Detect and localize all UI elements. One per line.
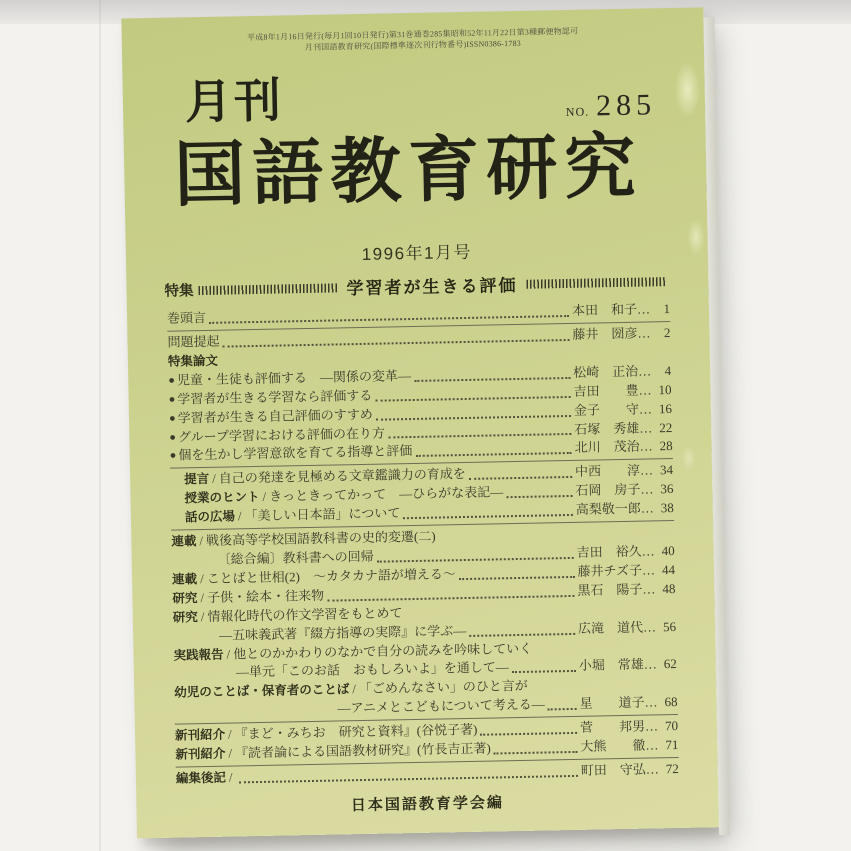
dot-leader	[469, 476, 572, 480]
toc-entry-title: 他とのかかわりのなかで自分の読みを吟味していく	[233, 640, 533, 661]
dot-leader	[548, 708, 577, 711]
toc-entry-title: 「ごめんなさい」のひと言が	[358, 678, 529, 697]
masthead-prefix: 月刊	[184, 73, 284, 129]
page-ellipsis: …	[640, 481, 654, 497]
toc-entry-author: 藤井チズ子	[577, 562, 643, 579]
toc-entry-author: 大熊 徹	[580, 737, 646, 754]
feature-label: 特集	[164, 283, 194, 300]
table-of-contents	[167, 300, 679, 788]
bullet-icon: ●	[168, 393, 176, 406]
toc-entry-author: 石塚 秀雄	[574, 420, 640, 437]
toc-row	[167, 300, 670, 329]
toc-entry-title: ―五味義武著『綴方指導の実際』に学ぶ―	[219, 622, 467, 643]
toc-entry-label: 提言	[184, 472, 210, 487]
fine-print-line1: 平成8年1月16日発行(毎月1回10日発行)第31巻通巻285集昭和52年11月22日第3種郵便物認可	[246, 26, 579, 43]
page-ellipsis: …	[640, 500, 654, 516]
toc-entry-title: グループ学習における評価の在り方	[177, 425, 386, 445]
toc-entry-author: 星 道子	[579, 694, 645, 712]
label-separator: /	[237, 508, 242, 524]
dot-leader	[469, 632, 575, 636]
toc-entry-page: 44	[661, 561, 676, 578]
page-ellipsis: …	[644, 694, 658, 710]
toc-entry-title: 児童・生徒も評価する ―関係の変革―	[176, 367, 412, 388]
toc-entry-label: 新刊紹介	[175, 746, 226, 762]
masthead	[184, 68, 660, 135]
issue-number	[565, 88, 656, 124]
fine-print-line2: 月刊国語教育研究(国際標準逐次刊行物番号)ISSN0386-1783	[304, 38, 522, 52]
dot-leader	[459, 576, 575, 580]
dot-leader	[209, 315, 569, 324]
toc-entry-title: ―アニメとこどもについて考える―	[337, 696, 545, 716]
toc-entry-title: 巻頭言	[166, 309, 207, 326]
label-separator: /	[226, 646, 231, 662]
label-separator: /	[228, 745, 233, 761]
label-separator: /	[212, 471, 216, 487]
dot-leader	[480, 732, 577, 736]
magazine-title: 国語教育研究	[173, 127, 644, 216]
label-separator: /	[262, 489, 267, 505]
toc-entry-label: 新刊紹介	[174, 727, 226, 743]
page-ellipsis: …	[639, 419, 653, 436]
toc-entry-page: 1	[663, 301, 671, 317]
toc-entry-author: 高梨敬一郎	[575, 500, 641, 518]
label-separator: /	[200, 589, 205, 605]
page-ellipsis: …	[639, 462, 654, 478]
bullet-icon: ●	[168, 374, 176, 387]
label-separator: /	[199, 570, 204, 586]
dot-leader	[376, 414, 571, 420]
toc-entry-label: 幼児のことば・保育者のことば	[174, 682, 350, 700]
toc-entry-title: 〔総合編〕教科書への回帰	[217, 548, 374, 567]
toc-entry-author: 石岡 房子	[575, 481, 641, 499]
page-ellipsis: …	[638, 401, 653, 417]
toc-entry-page: 56	[662, 618, 677, 634]
page-ellipsis: …	[642, 581, 656, 597]
label-separator: /	[352, 681, 357, 697]
stripe-leader-right	[526, 277, 665, 289]
issue-number-value: 285	[595, 88, 657, 123]
dot-leader	[506, 495, 572, 498]
label-separator: /	[228, 769, 233, 785]
dot-leader	[414, 377, 570, 382]
toc-entry-title: 学習者が生きる学習なら評価する	[177, 387, 373, 407]
toc-entry-page: 22	[659, 419, 673, 435]
toc-entry-page: 68	[664, 694, 678, 710]
toc-entry-page: 10	[658, 381, 672, 397]
toc-entry-author: 黒石 陽子	[577, 581, 643, 598]
toc-entry-page: 4	[664, 362, 672, 378]
toc-entry-title: 戦後高等学校国語教科書の史的変遷(二)	[205, 528, 436, 549]
bullet-icon: ●	[169, 431, 177, 444]
page-ellipsis: …	[636, 301, 651, 317]
toc-entry-page: 71	[665, 736, 679, 753]
bullet-icon: ●	[169, 449, 177, 463]
toc-entry-page: 40	[661, 542, 675, 559]
toc-entry-label: 編集後記	[175, 770, 227, 786]
label-separator: /	[200, 608, 205, 624]
page-ellipsis: …	[641, 543, 655, 559]
magazine-cover	[121, 7, 719, 838]
page-ellipsis: …	[639, 438, 653, 455]
toc-entry-title: 問題提起	[167, 333, 220, 350]
feature-title: 学習者が生きる評価	[346, 275, 518, 299]
toc-entry-author: 吉田 豊	[573, 382, 639, 399]
toc-entry-author: 吉田 裕久	[576, 543, 642, 560]
dot-leader	[403, 514, 573, 519]
bullet-icon: ●	[168, 412, 176, 425]
page-ellipsis: …	[642, 618, 657, 635]
toc-section-header: 特集論文	[167, 353, 219, 369]
dot-leader	[377, 557, 574, 563]
toc-entry-page: 2	[663, 324, 671, 341]
page-ellipsis: …	[643, 656, 657, 673]
toc-entry-label: 連載	[171, 534, 197, 549]
page-ellipsis: …	[645, 761, 659, 777]
toc-entry-label: 話の広場	[184, 509, 236, 525]
page-ellipsis: …	[638, 363, 652, 379]
toc-entry-author: 町田 守弘	[580, 761, 646, 778]
page-ellipsis: …	[638, 382, 652, 398]
toc-entry-page: 70	[664, 718, 679, 734]
dot-leader	[375, 396, 570, 402]
publication-fine-print	[122, 23, 704, 56]
issue-date: 1996年1月号	[361, 242, 473, 264]
dot-leader	[494, 751, 578, 755]
toc-entry-label: 授業のヒント	[184, 490, 260, 506]
dot-leader	[239, 775, 578, 784]
toc-entry-author: 藤井 圀彦	[572, 325, 638, 342]
toc-entry-title: ―単元「このお話 おもしろいよ」を通して―	[235, 659, 510, 680]
toc-entry-author: 小堀 常雄	[578, 657, 644, 674]
toc-entry-title: 『読者論による国語教材研究』(竹長吉正著)	[234, 740, 491, 761]
toc-entry-label: 研究	[172, 590, 198, 606]
toc-entry-page: 16	[658, 400, 673, 416]
toc-entry-author: 金子 守	[573, 401, 640, 418]
toc-entry-title: 『まど・みちお 研究と資料』(谷悦子著)	[234, 721, 478, 742]
toc-entry-title: 自己の発達を見極める文章鑑識力の育成を	[218, 466, 466, 487]
page-ellipsis: …	[644, 718, 659, 734]
label-separator: /	[199, 533, 204, 549]
toc-entry-title: 子供・絵本・往来物	[206, 587, 325, 605]
toc-entry-title: 情報化時代の作文学習をもとめて	[207, 604, 403, 624]
toc-entry-page: 36	[660, 481, 674, 497]
page-ellipsis: …	[641, 562, 656, 578]
toc-entry-label: 実践報告	[173, 647, 224, 663]
stripe-leader-left	[198, 283, 337, 295]
toc-entry-page: 48	[662, 580, 676, 597]
toc-entry-page: 72	[665, 760, 679, 777]
toc-entry-label: 連載	[171, 572, 198, 587]
label-separator: /	[227, 726, 232, 742]
toc-entry-page: 28	[659, 438, 673, 454]
toc-entry-author: 松崎 正治	[573, 363, 639, 380]
toc-entry-title: ことばと世相(2) ～カタカナ語が増える～	[206, 566, 456, 586]
toc-entry-author: 菅 邦男	[579, 718, 646, 735]
publisher-line: 日本国語教育学会編	[350, 794, 505, 815]
toc-entry-title: 学習者が生きる自己評価のすすめ	[177, 406, 373, 426]
toc-entry-author: 中西 淳	[574, 462, 641, 480]
toc-entry-title: きっときってかって ―ひらがな表記―	[269, 484, 504, 505]
toc-entry-title: 「美しい日本語」について	[244, 505, 401, 524]
toc-entry-page: 34	[659, 462, 674, 478]
toc-entry-page: 38	[660, 500, 674, 516]
issue-number-label: NO.	[565, 104, 590, 119]
toc-entry-author: 広滝 道代	[577, 619, 644, 636]
dot-leader	[512, 670, 576, 673]
toc-entry-label: 研究	[172, 609, 198, 625]
feature-banner	[164, 268, 670, 303]
toc-entry-author: 本田 和子	[571, 301, 638, 318]
page-ellipsis: …	[645, 737, 659, 753]
page-ellipsis: …	[637, 325, 651, 341]
dot-leader	[388, 433, 571, 439]
toc-entry-author: 北川 茂治	[574, 439, 640, 456]
toc-entry-title: 個を生かし学習意欲を育てる指導と評価	[178, 443, 413, 463]
toc-entry-page: 62	[663, 656, 677, 672]
dot-leader	[415, 452, 571, 457]
